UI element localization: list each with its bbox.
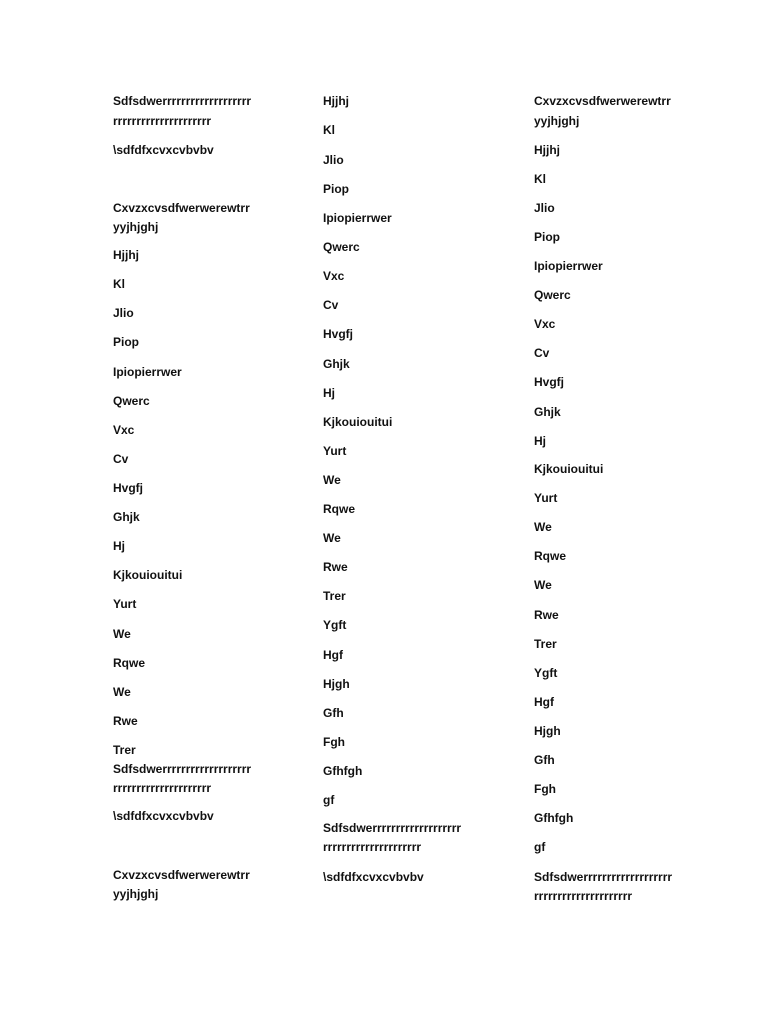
text-line: Hj: [534, 434, 546, 448]
text-line: \sdfdfxcvxcvbvbv: [323, 870, 424, 884]
text-line: \sdfdfxcvxcvbvbv: [113, 809, 214, 823]
text-line: Cv: [534, 346, 550, 360]
text-line: Piop: [323, 182, 349, 196]
text-line: Hj: [323, 386, 335, 400]
text-line: Hj: [113, 539, 125, 553]
text-line: Kl: [113, 277, 125, 291]
text-line: Sdfsdwerrrrrrrrrrrrrrrrrrr: [113, 762, 252, 776]
text-line: We: [113, 627, 131, 641]
text-line: Rqwe: [113, 656, 146, 670]
text-line: Hjjhj: [113, 248, 139, 262]
text-line: Hvgfj: [113, 481, 143, 495]
text-line: Hjjhj: [534, 143, 560, 157]
text-line: rrrrrrrrrrrrrrrrrrrrr: [113, 781, 212, 795]
text-line: Hjgh: [534, 724, 561, 738]
text-line: Trer: [323, 589, 346, 603]
text-line: Piop: [534, 230, 560, 244]
text-line: We: [323, 473, 341, 487]
text-line: Ygft: [534, 666, 558, 680]
text-line: Vxc: [113, 423, 135, 437]
text-line: Fgh: [534, 782, 556, 796]
text-line: Gfhfgh: [534, 811, 574, 825]
text-line: Vxc: [534, 317, 556, 331]
text-line: Gfhfgh: [323, 764, 363, 778]
text-line: We: [534, 578, 552, 592]
text-line: We: [113, 685, 131, 699]
text-line: gf: [534, 840, 546, 854]
text-line: Ghjk: [534, 405, 561, 419]
text-line: \sdfdfxcvxcvbvbv: [113, 143, 214, 157]
text-line: Cxvzxcvsdfwerwerewtrr: [113, 868, 250, 882]
text-line: Sdfsdwerrrrrrrrrrrrrrrrrrr: [113, 94, 252, 108]
text-line: Rqwe: [323, 502, 356, 516]
text-line: Kjkouiouitui: [113, 568, 183, 582]
text-line: Ygft: [323, 618, 347, 632]
text-line: Trer: [534, 637, 557, 651]
text-line: Qwerc: [113, 394, 150, 408]
text-line: Gfh: [323, 706, 344, 720]
text-line: Kl: [323, 123, 335, 137]
text-line: Ipiopierrwer: [534, 259, 603, 273]
text-line: Cxvzxcvsdfwerwerewtrr: [113, 201, 250, 215]
text-line: Kjkouiouitui: [323, 415, 393, 429]
text-line: Hgf: [323, 648, 343, 662]
text-line: We: [323, 531, 341, 545]
text-line: Fgh: [323, 735, 345, 749]
text-line: rrrrrrrrrrrrrrrrrrrrr: [113, 114, 212, 128]
text-line: yyjhjghj: [113, 887, 159, 901]
text-line: yyjhjghj: [113, 220, 159, 234]
text-line: Sdfsdwerrrrrrrrrrrrrrrrrrr: [323, 821, 462, 835]
text-line: Rqwe: [534, 549, 567, 563]
text-line: Jlio: [113, 306, 134, 320]
text-line: Cv: [113, 452, 129, 466]
text-line: yyjhjghj: [534, 114, 580, 128]
text-line: Jlio: [534, 201, 555, 215]
text-line: Cxvzxcvsdfwerwerewtrr: [534, 94, 671, 108]
text-line: Qwerc: [323, 240, 360, 254]
text-line: Hgf: [534, 695, 554, 709]
text-line: Jlio: [323, 153, 344, 167]
text-line: Cv: [323, 298, 339, 312]
text-line: Hvgfj: [323, 327, 353, 341]
text-line: rrrrrrrrrrrrrrrrrrrrr: [323, 840, 422, 854]
text-line: Sdfsdwerrrrrrrrrrrrrrrrrrr: [534, 870, 673, 884]
text-line: rrrrrrrrrrrrrrrrrrrrr: [534, 889, 633, 903]
text-line: Gfh: [534, 753, 555, 767]
text-line: Ghjk: [323, 357, 350, 371]
text-line: Hjgh: [323, 677, 350, 691]
text-line: Kl: [534, 172, 546, 186]
text-line: We: [534, 520, 552, 534]
text-line: Ghjk: [113, 510, 140, 524]
text-line: Ipiopierrwer: [113, 365, 182, 379]
text-line: Ipiopierrwer: [323, 211, 392, 225]
text-line: Rwe: [323, 560, 348, 574]
text-line: Rwe: [113, 714, 138, 728]
text-line: Vxc: [323, 269, 345, 283]
text-line: Rwe: [534, 608, 559, 622]
text-line: Kjkouiouitui: [534, 462, 604, 476]
text-line: gf: [323, 793, 335, 807]
text-line: Hvgfj: [534, 375, 564, 389]
text-line: Yurt: [323, 444, 347, 458]
text-line: Yurt: [113, 597, 137, 611]
text-line: Trer: [113, 743, 136, 757]
text-line: Piop: [113, 335, 139, 349]
text-line: Hjjhj: [323, 94, 349, 108]
text-line: Qwerc: [534, 288, 571, 302]
text-line: Yurt: [534, 491, 558, 505]
